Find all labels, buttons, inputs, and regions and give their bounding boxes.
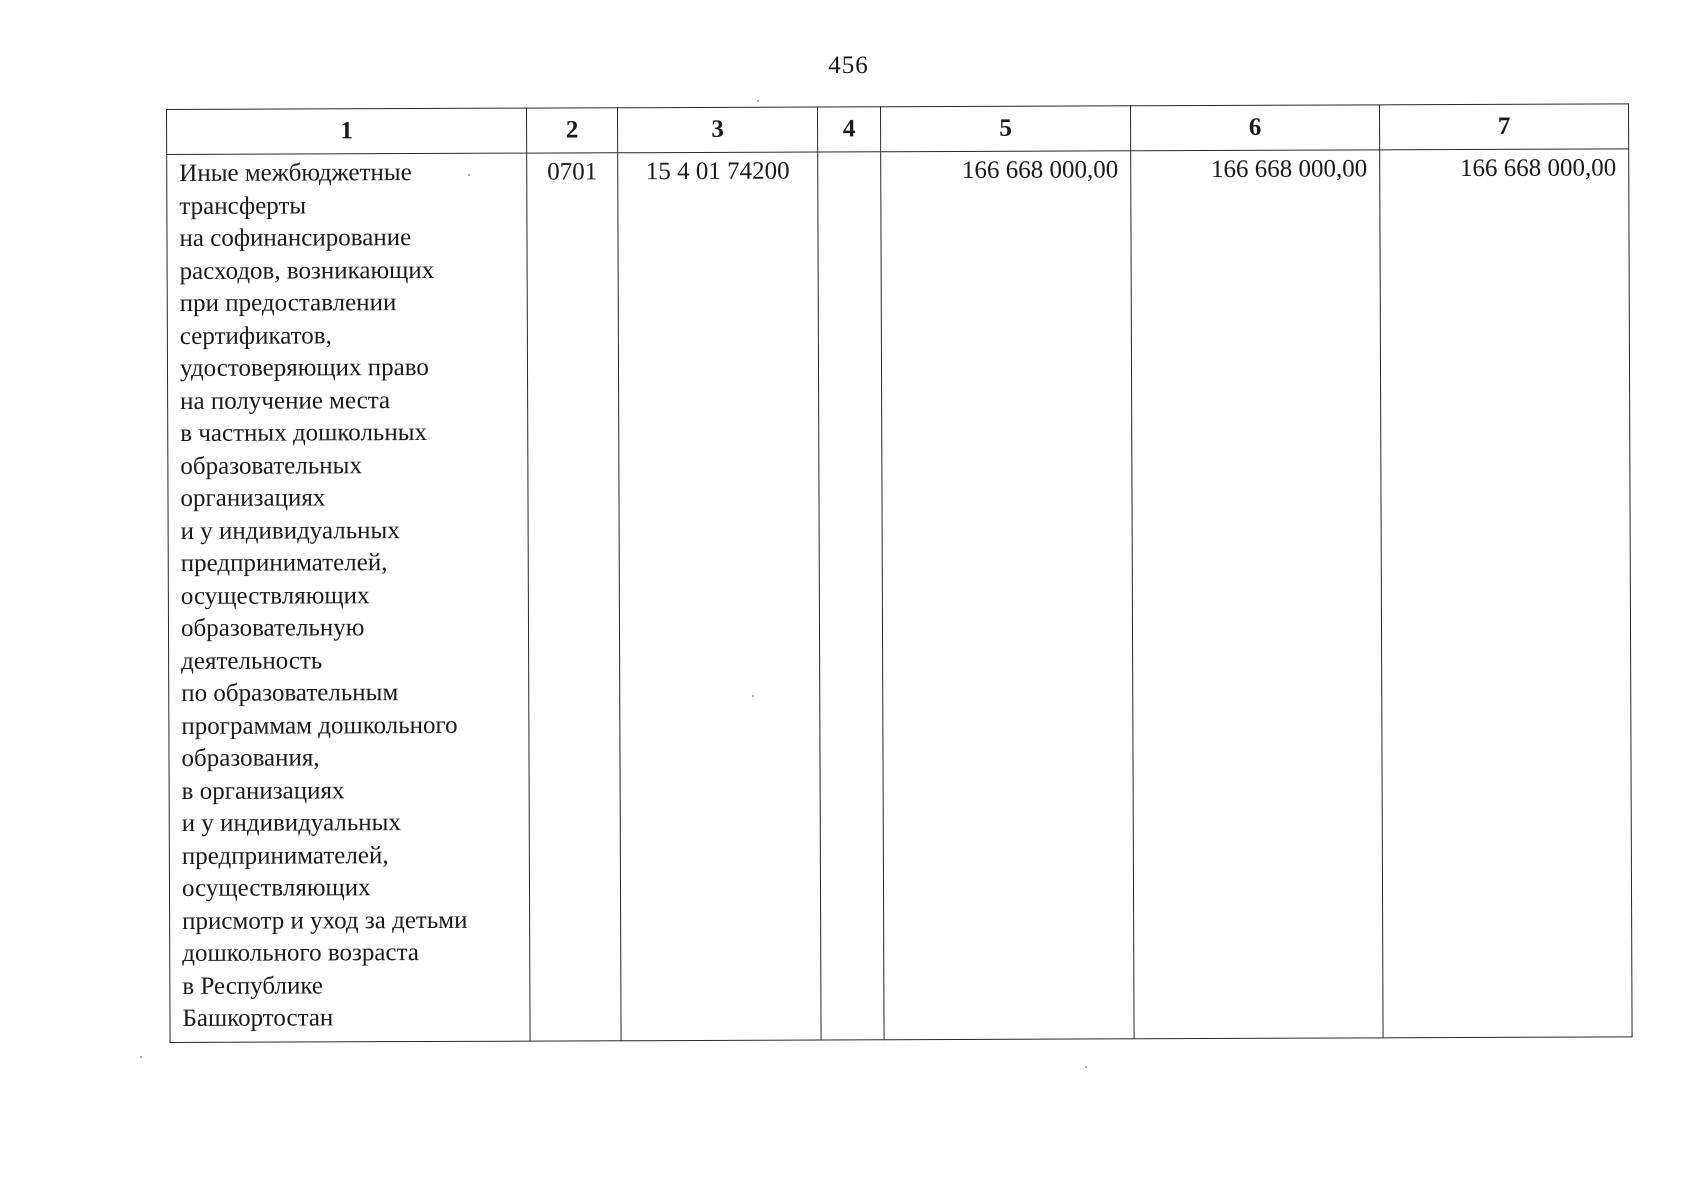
page-number: 456 [828, 52, 869, 79]
expense-name-cell: Иные межбюджетные трансферты на софинансирование расходов, возникающих при предоставлении сертификатов, удостоверяющих право на получение места в частных дошкольных образовательных организациях и у индивидуальных предпринимателей, осуществляющих образовательную деятельность по образовательным программам дошкольного образования, в организациях и у индивидуальных предпринимателей, осуществляющих присмотр и уход за детьми дошкольного возраста в Республике Башкортостан [167, 153, 530, 1042]
column-header-5: 5 [880, 106, 1130, 152]
column-header-6: 6 [1130, 105, 1379, 151]
scan-speck [468, 174, 470, 176]
column-header-1: 1 [167, 108, 527, 154]
amount-col7-cell: 166 668 000,00 [1380, 149, 1632, 1038]
column-header-3: 3 [617, 107, 817, 153]
scan-speck [752, 695, 754, 697]
column-header-7: 7 [1379, 104, 1628, 150]
column-header-2: 2 [526, 108, 617, 153]
scan-speck [1085, 1066, 1087, 1068]
section-code-cell: 0701 [527, 153, 621, 1041]
column-header-4: 4 [817, 107, 880, 152]
amount-col6-cell: 166 668 000,00 [1131, 150, 1383, 1039]
table-row [167, 149, 1632, 1043]
target-code-cell: 15 4 01 74200 [618, 152, 821, 1041]
budget-table [166, 103, 1633, 1043]
expense-type-cell [818, 152, 884, 1040]
amount-col5-cell: 166 668 000,00 [881, 151, 1134, 1040]
header-row [167, 104, 1629, 155]
scan-speck [140, 1056, 142, 1058]
scan-speck [757, 100, 759, 102]
